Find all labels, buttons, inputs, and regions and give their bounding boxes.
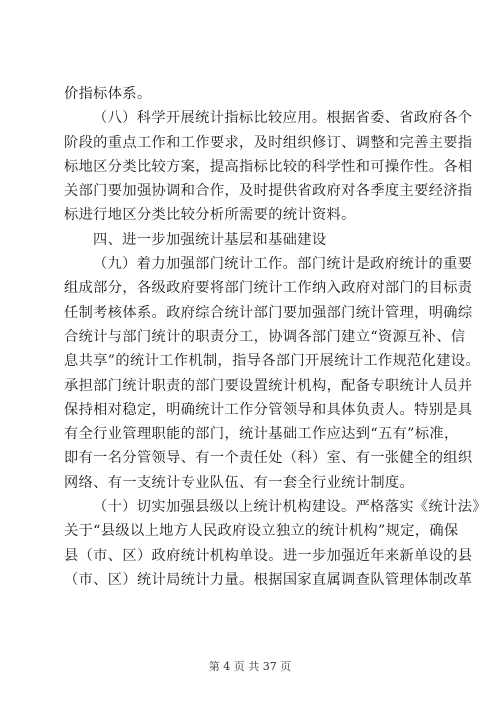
- text-line: （九）着力加强部门统计工作。部门统计是政府统计的重要: [93, 256, 473, 273]
- text-line: （十）切实加强县级以上统计机构建设。严格落实《统计法》: [93, 499, 487, 516]
- text-line: 县（市、区）政府统计机构单设。进一步加强近年来新单设的县: [64, 547, 473, 564]
- text-line: 有全行业管理职能的部门，统计基础工作应达到“五有”标准，: [64, 426, 459, 443]
- text-line: 价指标体系。: [64, 86, 152, 102]
- text-line: 网络、有一支统计专业队伍、有一套全行业统计制度。: [64, 474, 415, 491]
- text-line: 保持相对稳定，明确统计工作分管领导和具体负责人。特别是具: [64, 401, 473, 418]
- text-line: 阶段的重点工作和工作要求，及时组织修订、调整和完善主要指: [64, 134, 473, 151]
- page-number-footer: 第 4 页 共 37 页: [208, 660, 292, 673]
- text-line: 即有一名分管领导、有一个责任处（科）室、有一张健全的组织: [64, 450, 473, 467]
- document-body: [64, 82, 487, 592]
- text-line: 标地区分类比较方案，提高指标比较的科学性和可操作性。各相: [64, 158, 473, 175]
- text-line: 标进行地区分类比较分析所需要的统计资料。: [64, 207, 356, 224]
- text-line: 任制考核体系。政府综合统计部门要加强部门统计管理，明确综: [64, 304, 473, 321]
- text-line: 关于“县级以上地方人民政府设立独立的统计机构”规定，确保: [64, 523, 459, 540]
- text-line: （八）科学开展统计指标比较应用。根据省委、省政府各个: [93, 110, 473, 127]
- text-line: （市、区）统计局统计力量。根据国家直属调查队管理体制改革: [64, 571, 473, 588]
- text-line: 承担部门统计职责的部门要设置统计机构，配备专职统计人员并: [64, 377, 473, 394]
- text-line: 关部门要加强协调和合作，及时提供省政府对各季度主要经济指: [64, 183, 473, 200]
- text-line: 组成部分，各级政府要将部门统计工作纳入政府对部门的目标责: [64, 280, 473, 297]
- section-heading: 四、进一步加强统计基层和基础建设: [93, 231, 327, 248]
- text-line: 息共享”的统计工作机制，指导各部门开展统计工作规范化建设。: [64, 353, 481, 370]
- text-line: 合统计与部门统计的职责分工，协调各部门建立“资源互补、信: [64, 328, 466, 345]
